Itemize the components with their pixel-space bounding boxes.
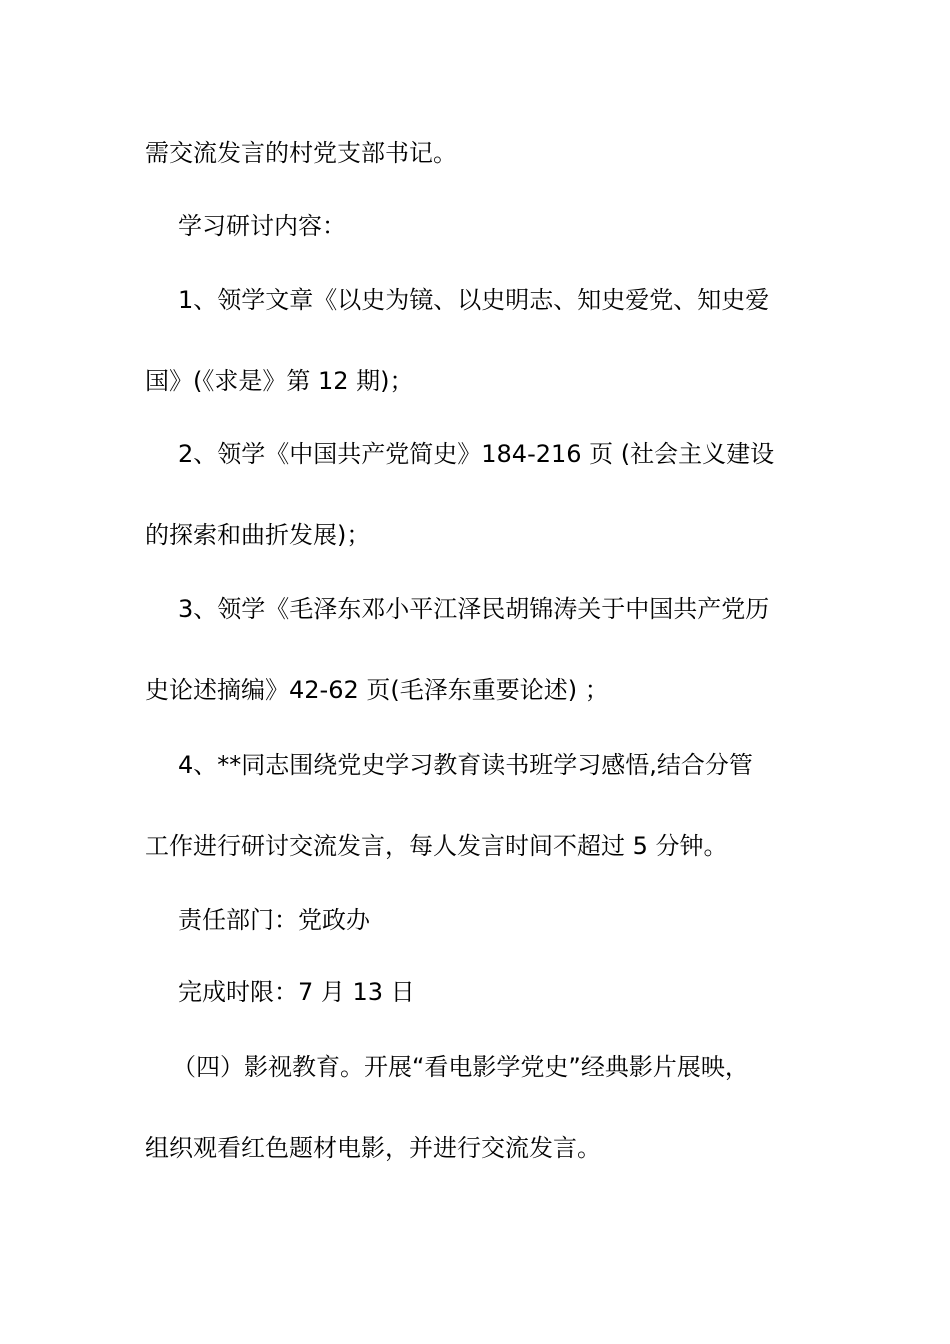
text-line: 需交流发言的村党支部书记。 [145,139,457,167]
text-line: 的探索和曲折发展)； [145,521,371,549]
text-line: 工作进行研讨交流发言，每人发言时间不超过 5 分钟。 [145,832,728,860]
text-line: （四）影视教育。开展“看电影学党史”经典影片展映， [172,1053,749,1081]
text-line: 2、领学《中国共产党简史》184-216 页 (社会主义建设 [178,440,775,468]
text-line: 责任部门：党政办 [178,906,370,934]
section-heading: 学习研讨内容： [178,212,346,240]
text-line: 3、领学《毛泽东邓小平江泽民胡锦涛关于中国共产党历 [178,595,770,623]
text-line: 组织观看红色题材电影，并进行交流发言。 [145,1134,601,1162]
text-line: 4、**同志围绕党史学习教育读书班学习感悟,结合分管 [178,751,753,779]
text-line: 史论述摘编》42-62 页(毛泽东重要论述) ； [145,676,609,704]
text-line: 1、领学文章《以史为镜、以史明志、知史爱党、知史爱 [178,286,770,314]
text-line: 国》(《求是》第 12 期)； [145,367,414,395]
text-line: 完成时限：7 月 13 日 [178,978,415,1006]
